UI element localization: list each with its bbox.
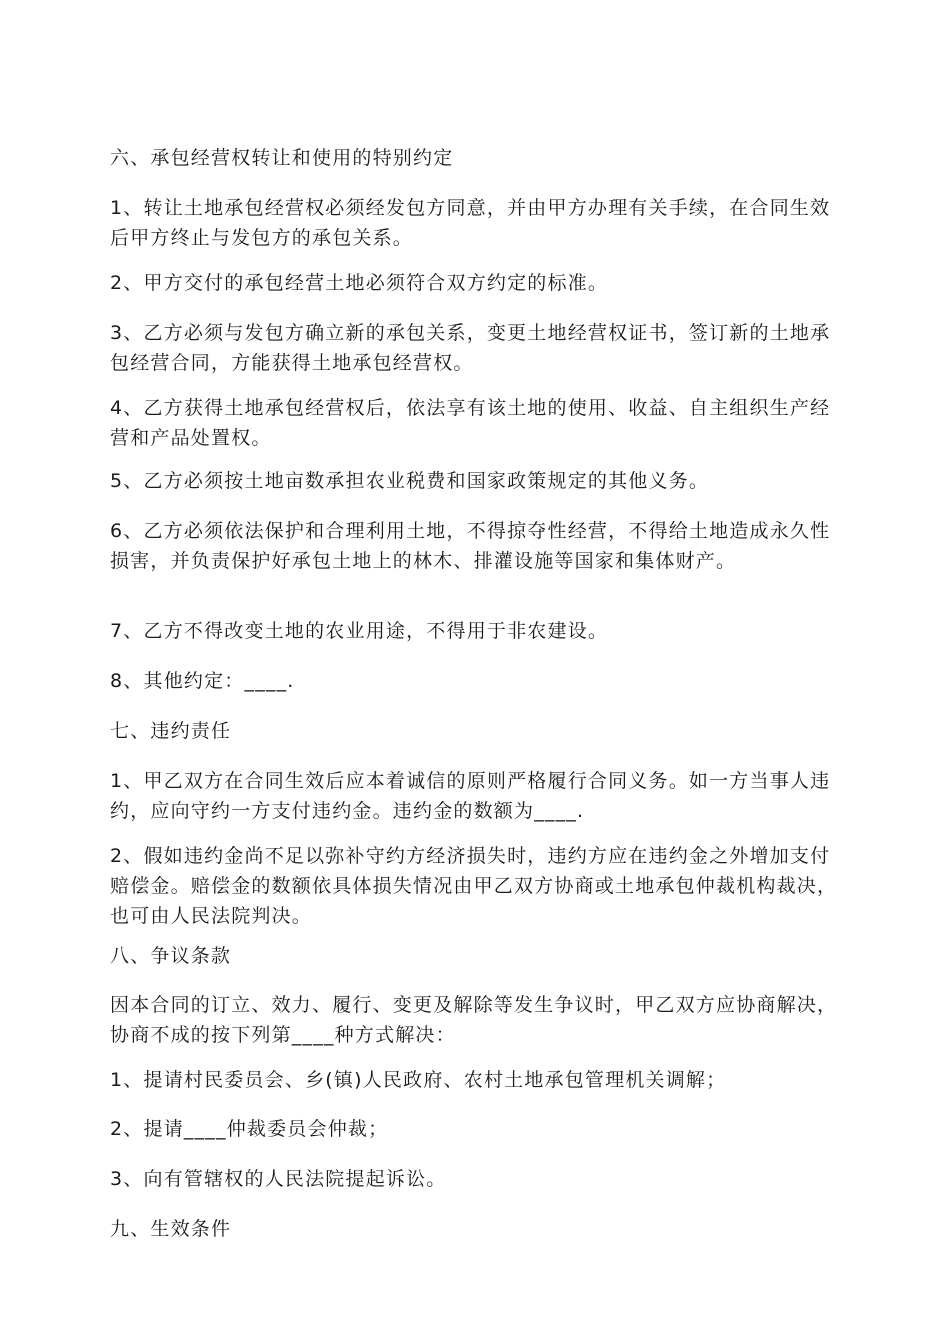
- clause-6-4: 4、乙方获得土地承包经营权后，依法享有该土地的使用、收益、自主组织生产经营和产品处置权。: [110, 397, 831, 449]
- section-heading-9: 九、生效条件: [110, 1218, 232, 1240]
- clause-8-intro: 因本合同的订立、效力、履行、变更及解除等发生争议时，甲乙双方应协商解决，协商不成的按下列第____种方式解决：: [110, 994, 838, 1046]
- clause-7-1: 1、甲乙双方在合同生效后应本着诚信的原则严格履行合同义务。如一方当事人违约，应向守约一方支付违约金。违约金的数额为____.: [110, 770, 831, 822]
- clause-6-5: 5、乙方必须按土地亩数承担农业税费和国家政策规定的其他义务。: [110, 470, 710, 492]
- clause-6-7: 7、乙方不得改变土地的农业用途，不得用于非农建设。: [110, 620, 609, 642]
- clause-6-3: 3、乙方必须与发包方确立新的承包关系，变更土地经营权证书，签订新的土地承包经营合同，方能获得土地承包经营权。: [110, 322, 831, 374]
- clause-6-8: 8、其他约定：____.: [110, 670, 295, 692]
- clause-8-2: 2、提请____仲裁委员会仲裁；: [110, 1118, 389, 1140]
- clause-6-1: 1、转让土地承包经营权必须经发包方同意，并由甲方办理有关手续，在合同生效后甲方终止与发包方的承包关系。: [110, 197, 831, 249]
- section-heading-7: 七、违约责任: [110, 720, 232, 742]
- clause-8-3: 3、向有管辖权的人民法院提起诉讼。: [110, 1168, 447, 1190]
- clause-6-2: 2、甲方交付的承包经营土地必须符合双方约定的标准。: [110, 272, 609, 294]
- clause-7-2: 2、假如违约金尚不足以弥补守约方经济损失时，违约方应在违约金之外增加支付赔偿金。赔偿金的数额依具体损失情况由甲乙双方协商或土地承包仲裁机构裁决，也可由人民法院判决。: [110, 845, 838, 927]
- clause-6-6: 6、乙方必须依法保护和合理利用土地，不得掠夺性经营，不得给土地造成永久性损害，并负责保护好承包土地上的林木、排灌设施等国家和集体财产。: [110, 520, 831, 572]
- clause-8-1: 1、提请村民委员会、乡(镇)人民政府、农村土地承包管理机关调解；: [110, 1069, 727, 1091]
- section-heading-8: 八、争议条款: [110, 945, 232, 967]
- section-heading-6: 六、承包经营权转让和使用的特别约定: [110, 147, 454, 169]
